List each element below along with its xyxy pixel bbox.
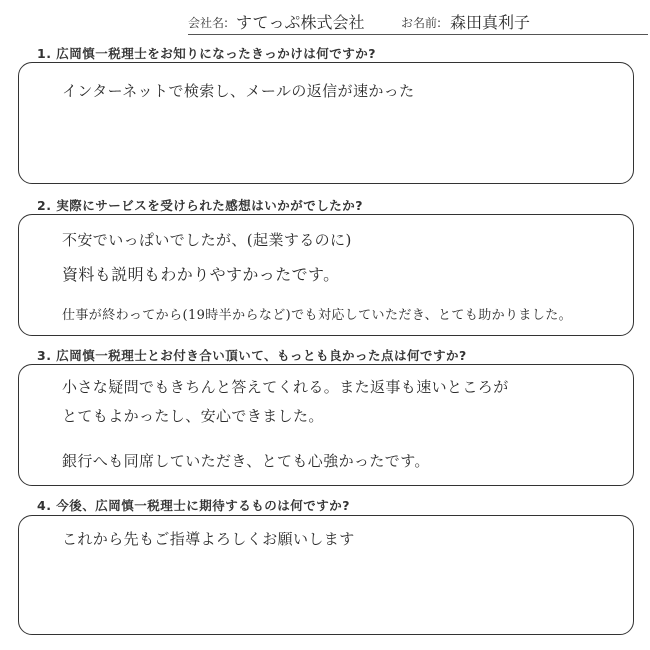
header-underline xyxy=(188,34,648,35)
answer-2-line-2: 資料も説明もわかりやすかったです。 xyxy=(62,265,340,284)
question-3-label: 3. 広岡慎一税理士とお付き合い頂いて、もっとも良かった点は何ですか? xyxy=(37,348,467,363)
answer-3-line-3: 銀行へも同席していただき、とても心強かったです。 xyxy=(62,452,430,470)
company-value: すてっぷ株式会社 xyxy=(236,13,365,32)
answer-4-line-1: これから先もご指導よろしくお願いします xyxy=(62,530,355,548)
answer-1-line-1: インターネットで検索し、メールの返信が速かった xyxy=(62,82,415,100)
answer-3-line-2: とてもよかったし、安心できました。 xyxy=(62,407,324,425)
name-label: お名前: xyxy=(401,16,442,30)
question-1-label: 1. 広岡慎一税理士をお知りになったきっかけは何ですか? xyxy=(37,46,377,61)
form-header xyxy=(188,10,588,34)
company-label: 会社名: xyxy=(188,16,229,30)
question-2-label: 2. 実際にサービスを受けられた感想はいかがでしたか? xyxy=(37,198,364,213)
answer-2-line-1: 不安でいっぱいでしたが、(起業するのに) xyxy=(62,231,352,249)
question-4-label: 4. 今後、広岡慎一税理士に期待するものは何ですか? xyxy=(37,498,351,513)
answer-3-line-1: 小さな疑問でもきちんと答えてくれる。また返事も速いところが xyxy=(62,378,509,396)
answer-2-line-3: 仕事が終わってから(19時半からなど)でも対応していただき、とても助かりました。 xyxy=(62,308,573,323)
name-value: 森田真利子 xyxy=(450,13,531,32)
